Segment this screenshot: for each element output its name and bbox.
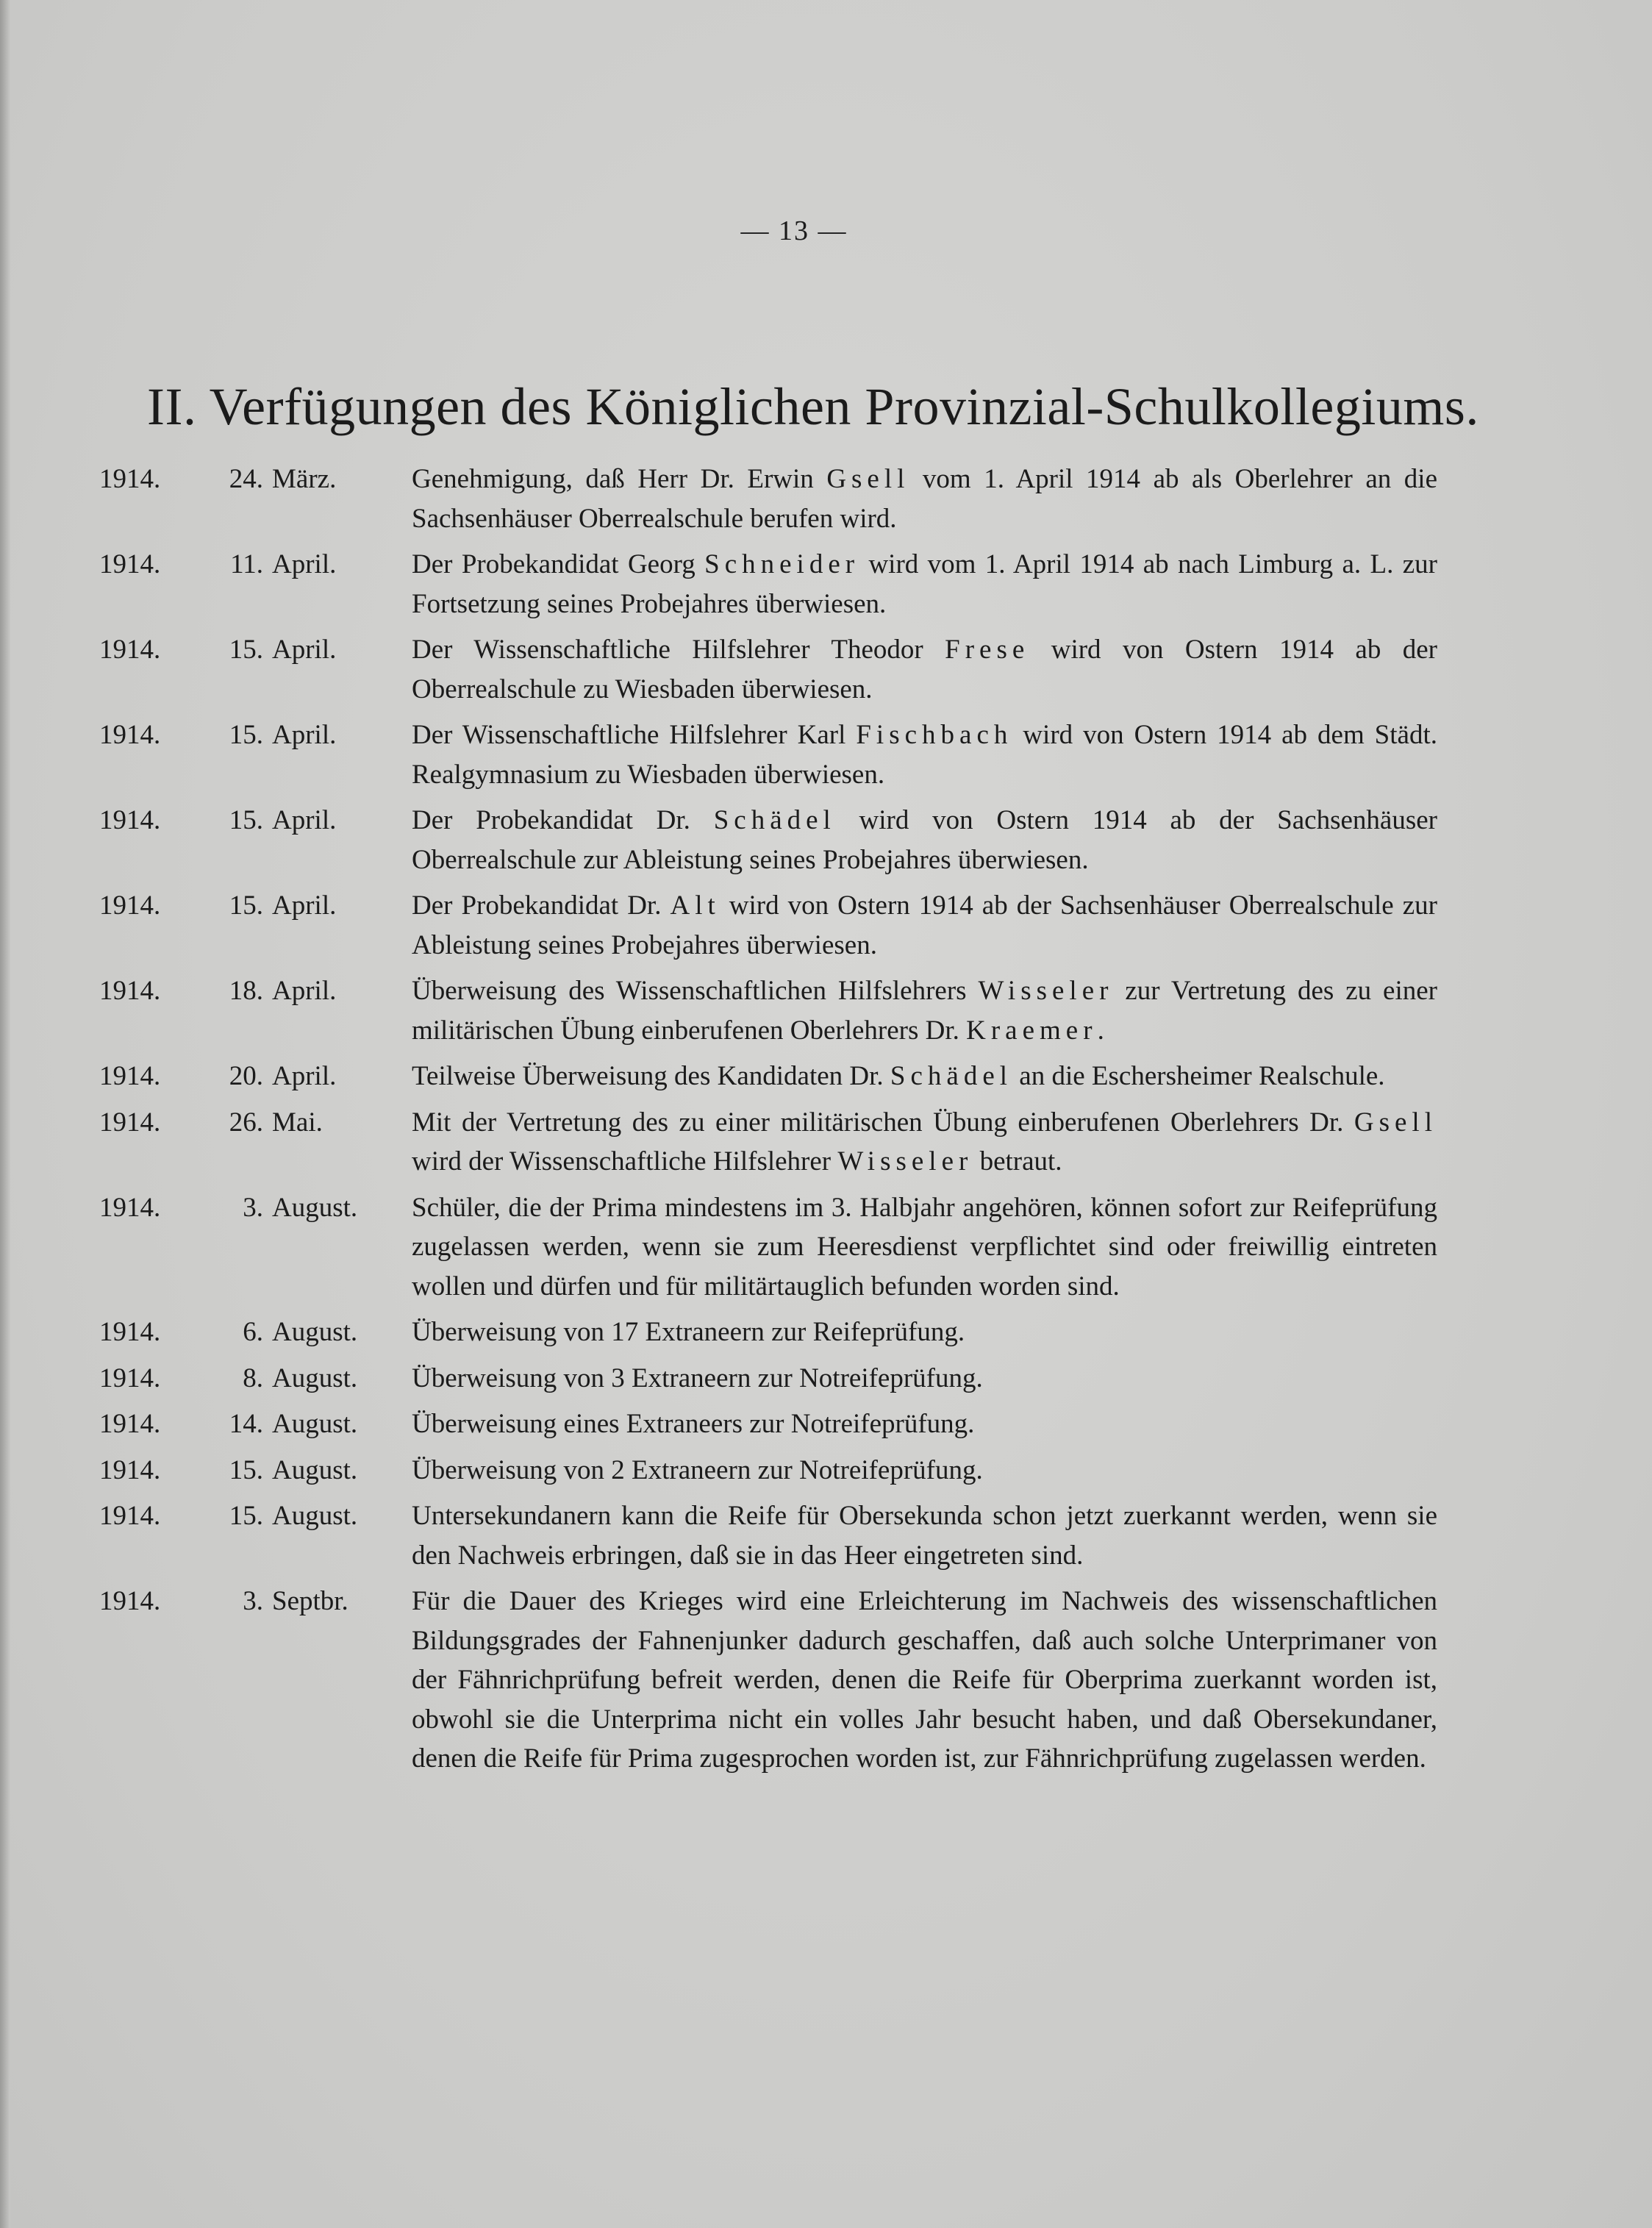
entry-day: 15. <box>229 890 263 921</box>
page-number: — 13 — <box>740 215 848 246</box>
decree-entry <box>99 715 1437 794</box>
decree-entry <box>99 1496 1437 1575</box>
entry-text-part: wird von Ostern 1914 ab dem Städt. Realgymnasium zu Wiesbaden überwiesen. <box>412 720 1437 790</box>
entry-year: 1914. <box>99 976 161 1006</box>
entry-month: Septbr. <box>272 1586 348 1616</box>
entry-text-part: Genehmigung, daß Herr Dr. Erwin <box>412 464 827 494</box>
entry-text-part: Schüler, die der Prima mindestens im 3. Halbjahr angehören, können sofort zur Reifeprüfung zugelassen werden, wenn sie zum Heeresdienst verpflichtet sind oder freiwillig eintreten wollen und dürfen und für militärtauglich befunden worden sind. <box>412 1192 1437 1302</box>
entry-text-part: zur Vertretung des zu einer militärischen Übung einberufenen Oberlehrers Dr. <box>412 976 1437 1046</box>
entry-text-part: . <box>1097 1015 1104 1046</box>
entry-text-part: wird der Wissenschaftliche Hilfslehrer <box>412 1146 838 1177</box>
entry-month: April. <box>272 976 337 1006</box>
entry-month: März. <box>272 464 337 494</box>
entry-month: August. <box>272 1363 358 1393</box>
entry-text <box>412 1496 1437 1575</box>
entry-month: April. <box>272 549 337 579</box>
entry-text-part: Der Wissenschaftliche Hilfslehrer Theodor <box>412 635 945 665</box>
decree-entry <box>99 971 1437 1050</box>
entry-text <box>412 630 1437 709</box>
entry-year: 1914. <box>99 1061 161 1091</box>
person-name: Schädel <box>890 1061 1013 1091</box>
entry-text-part: Der Wissenschaftliche Hilfslehrer Karl <box>412 720 857 750</box>
decree-entry <box>99 886 1437 965</box>
entry-day: 15. <box>229 1454 263 1485</box>
entry-text <box>412 801 1437 879</box>
entry-text <box>412 1057 1437 1096</box>
decree-entry <box>99 630 1437 709</box>
decree-entry <box>99 1057 1437 1096</box>
person-name: Gsell <box>826 464 910 494</box>
entry-text-part: Untersekundanern kann die Reife für Obersekunda schon jetzt zuerkannt werden, wenn sie den Nachweis erbringen, daß sie in das Heer eingetreten sind. <box>412 1501 1437 1571</box>
entry-month: April. <box>272 635 337 665</box>
entry-day: 15. <box>229 720 263 750</box>
decree-entry <box>99 460 1437 538</box>
entry-text <box>412 1313 1437 1352</box>
entry-day: 20. <box>229 1061 263 1091</box>
entry-text-part: Überweisung eines Extraneers zur Notreifeprüfung. <box>412 1409 975 1439</box>
person-name: Schädel <box>713 805 836 835</box>
entry-day: 11. <box>230 549 263 579</box>
entry-year: 1914. <box>99 1317 161 1347</box>
entry-year: 1914. <box>99 1454 161 1485</box>
entry-year: 1914. <box>99 549 161 579</box>
entry-text-part: Für die Dauer des Krieges wird eine Erleichterung im Nachweis des wissenschaftlichen Bildungsgrades der Fahnenjunker dadurch geschaffen, daß auch solche Unterprimaner von der Fähnrichprüfung befreit werden, denen die Reife für Oberprima zuerkannt worden ist, obwohl sie die Unterprima nicht ein volles Jahr besucht haben, und daß Obersekundaner, denen die Reife für Prima zugesprochen worden ist, zur Fähnrichprüfung zugelassen werden. <box>412 1586 1437 1774</box>
entry-month: April. <box>272 720 337 750</box>
entry-month: August. <box>272 1192 358 1223</box>
decree-entry <box>99 1103 1437 1182</box>
entry-text-part: Der Probekandidat Dr. <box>412 805 714 835</box>
entry-day: 15. <box>229 805 263 835</box>
entry-year: 1914. <box>99 1192 161 1223</box>
entry-day: 26. <box>229 1107 263 1138</box>
decree-entry <box>99 1188 1437 1307</box>
person-name: Kraemer <box>966 1015 1098 1046</box>
decree-entry <box>99 1404 1437 1444</box>
entry-text-part: Überweisung des Wissenschaftlichen Hilfslehrers <box>412 976 979 1006</box>
entry-day: 6. <box>243 1317 263 1347</box>
entry-year: 1914. <box>99 1409 161 1439</box>
entry-year: 1914. <box>99 1586 161 1616</box>
entry-month: April. <box>272 805 337 835</box>
entry-month: August. <box>272 1409 358 1439</box>
entry-text <box>412 1582 1437 1779</box>
decree-entry <box>99 801 1437 879</box>
entry-text-part: Überweisung von 17 Extraneern zur Reifeprüfung. <box>412 1317 965 1347</box>
decree-list <box>99 460 1437 1785</box>
entry-text-part: wird von Ostern 1914 ab der Oberrealschule zu Wiesbaden überwiesen. <box>412 635 1437 704</box>
person-name: Gsell <box>1354 1107 1437 1138</box>
entry-year: 1914. <box>99 890 161 921</box>
entry-text-part: Der Probekandidat Dr. <box>412 890 671 921</box>
entry-year: 1914. <box>99 1501 161 1531</box>
decree-entry <box>99 1582 1437 1779</box>
entry-text-part: betraut. <box>973 1146 1062 1177</box>
entry-text-part: vom 1. April 1914 ab als Oberlehrer an die Sachsenhäuser Oberrealschule berufen wird. <box>412 464 1437 534</box>
entry-text-part: Der Probekandidat Georg <box>412 549 705 579</box>
entry-text-part: wird von Ostern 1914 ab der Sachsenhäuser Oberrealschule zur Ableistung seines Probejahres überwiesen. <box>412 805 1437 875</box>
entry-year: 1914. <box>99 720 161 750</box>
entry-day: 24. <box>229 464 263 494</box>
entry-month: April. <box>272 1061 337 1091</box>
entry-text-part: Teilweise Überweisung des Kandidaten Dr. <box>412 1061 890 1091</box>
entry-day: 3. <box>243 1586 263 1616</box>
entry-month: August. <box>272 1501 358 1531</box>
person-name: Fischbach <box>856 720 1013 750</box>
entry-text <box>412 971 1437 1050</box>
decree-entry <box>99 1451 1437 1490</box>
decree-entry <box>99 1313 1437 1352</box>
entry-day: 15. <box>229 1501 263 1531</box>
entry-text <box>412 545 1437 624</box>
entry-month: August. <box>272 1317 358 1347</box>
entry-text <box>412 1451 1437 1490</box>
entry-day: 15. <box>229 635 263 665</box>
entry-year: 1914. <box>99 1107 161 1138</box>
person-name: Frese <box>945 635 1030 665</box>
page-edge <box>0 0 10 2228</box>
decree-entry <box>99 1359 1437 1399</box>
person-name: Wisseler <box>837 1146 973 1177</box>
entry-year: 1914. <box>99 805 161 835</box>
person-name: Alt <box>670 890 720 921</box>
entry-text-part: wird von Ostern 1914 ab der Sachsenhäuser Oberrealschule zur Ableistung seines Probejahres überwiesen. <box>412 890 1437 960</box>
entry-text-part: wird vom 1. April 1914 ab nach Limburg a. L. zur Fortsetzung seines Probejahres überwiesen. <box>412 549 1437 619</box>
person-name: Schneider <box>704 549 860 579</box>
entry-text <box>412 1188 1437 1307</box>
entry-text <box>412 460 1437 538</box>
entry-text-part: an die Eschersheimer Realschule. <box>1012 1061 1385 1091</box>
entry-day: 3. <box>243 1192 263 1223</box>
entry-text <box>412 1404 1437 1444</box>
entry-year: 1914. <box>99 1363 161 1393</box>
entry-day: 14. <box>229 1409 263 1439</box>
entry-text <box>412 886 1437 965</box>
entry-year: 1914. <box>99 464 161 494</box>
entry-year: 1914. <box>99 635 161 665</box>
entry-month: April. <box>272 890 337 921</box>
entry-text-part: Mit der Vertretung des zu einer militärischen Übung einberufenen Oberlehrers Dr. <box>412 1107 1354 1138</box>
section-heading: II. Verfügungen des Königlichen Provinzial-Schulkollegiums. <box>147 377 1479 436</box>
entry-text-part: Überweisung von 3 Extraneern zur Notreifeprüfung. <box>412 1363 983 1393</box>
entry-day: 18. <box>229 976 263 1006</box>
entry-text <box>412 1359 1437 1399</box>
entry-day: 8. <box>243 1363 263 1393</box>
entry-text <box>412 715 1437 794</box>
entry-month: Mai. <box>272 1107 323 1138</box>
entry-text <box>412 1103 1437 1182</box>
person-name: Wisseler <box>978 976 1114 1006</box>
entry-text-part: Überweisung von 2 Extraneern zur Notreifeprüfung. <box>412 1454 983 1485</box>
decree-entry <box>99 545 1437 624</box>
entry-month: August. <box>272 1454 358 1485</box>
